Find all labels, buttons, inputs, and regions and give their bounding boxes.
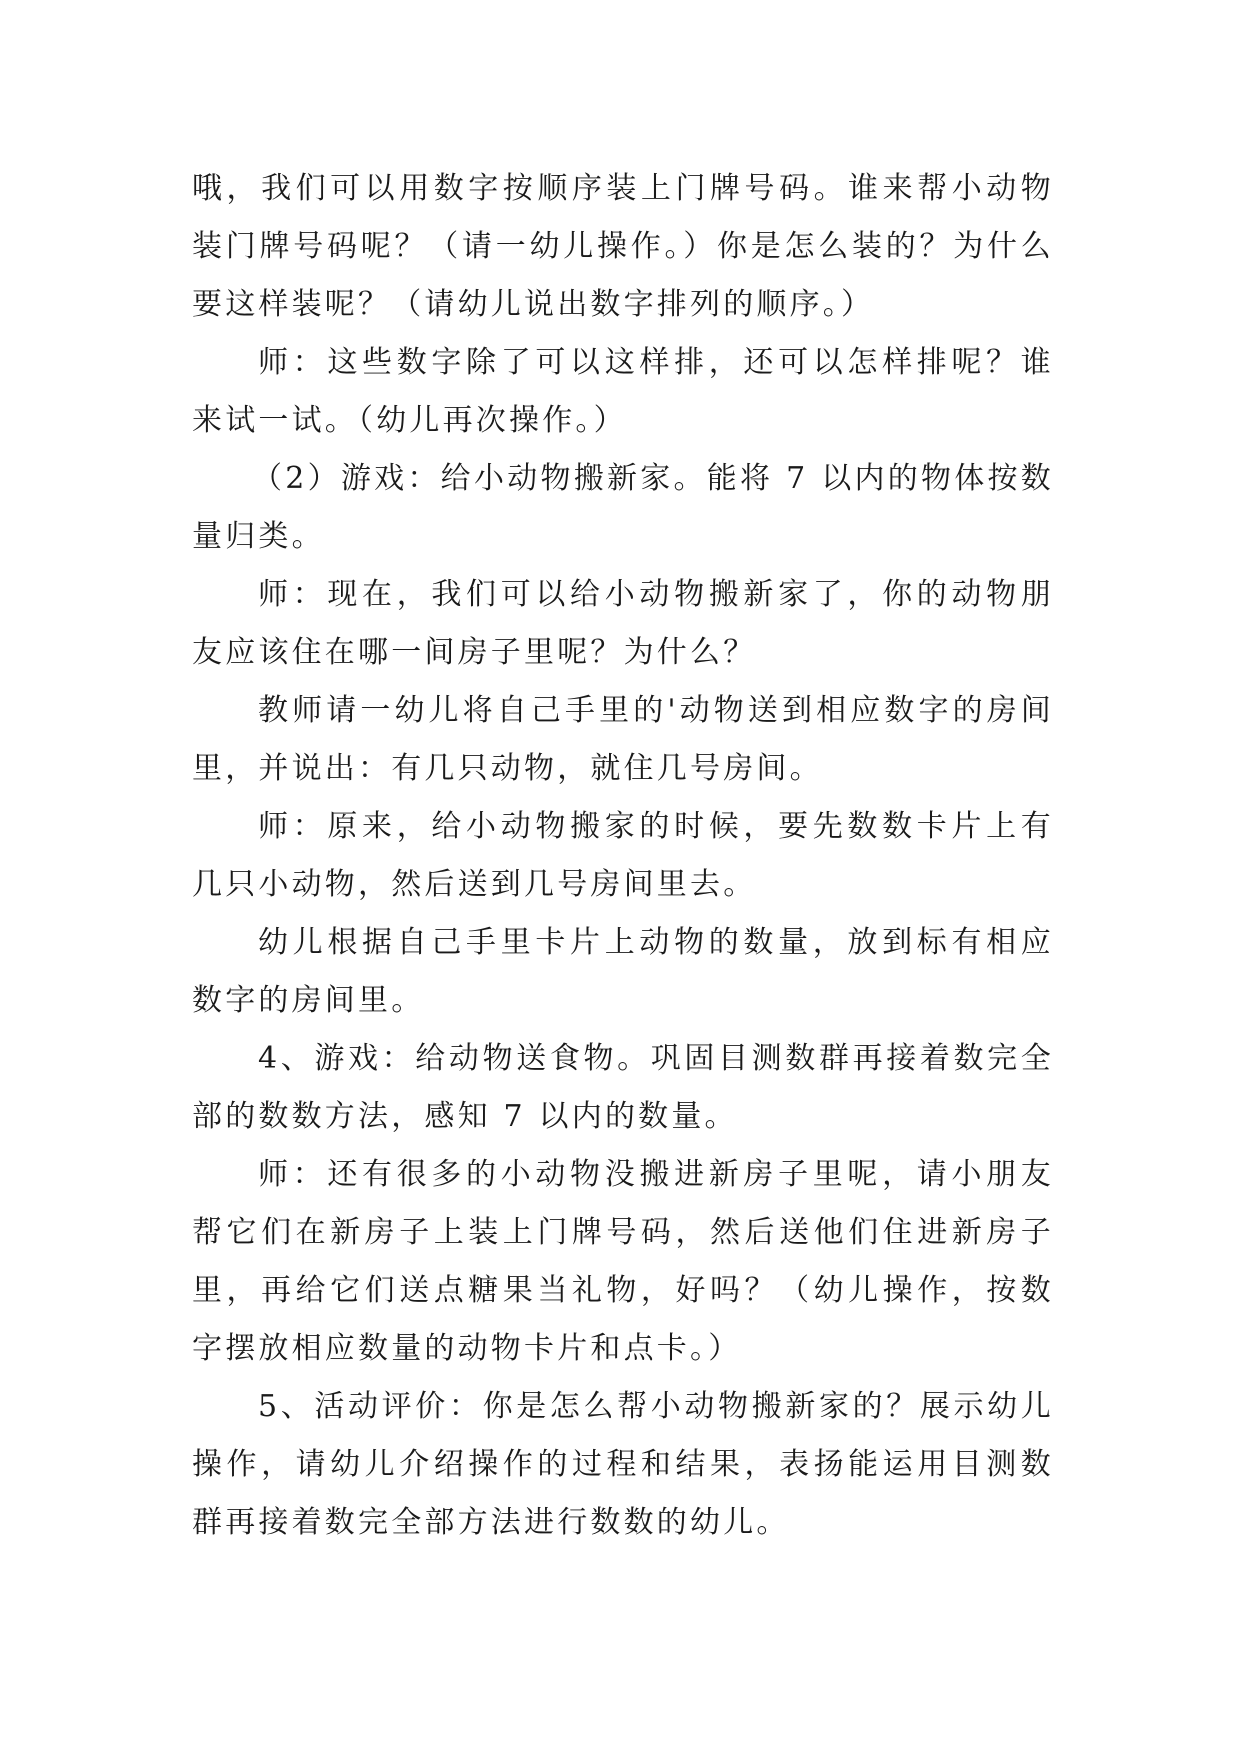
paragraph-5: 教师请一幼儿将自己手里的'动物送到相应数字的房间里，并说出：有几只动物，就住几号房间。	[192, 693, 1054, 786]
document-page	[192, 160, 1054, 1552]
paragraph-7: 幼儿根据自己手里卡片上动物的数量，放到标有相应数字的房间里。	[192, 925, 1054, 1018]
paragraph-9: 师：还有很多的小动物没搬进新房子里呢，请小朋友帮它们在新房子上装上门牌号码，然后送他们住进新房子里，再给它们送点糖果当礼物，好吗？（幼儿操作，按数字摆放相应数量的动物卡片和点卡。）	[192, 1157, 1054, 1366]
paragraph-4: 师：现在，我们可以给小动物搬新家了，你的动物朋友应该住在哪一间房子里呢？为什么？	[192, 577, 1054, 670]
paragraph-1: 哦，我们可以用数字按顺序装上门牌号码。谁来帮小动物装门牌号码呢？（请一幼儿操作。）你是怎么装的？为什么要这样装呢？（请幼儿说出数字排列的顺序。）	[192, 171, 1054, 322]
paragraph-6: 师：原来，给小动物搬家的时候，要先数数卡片上有几只小动物，然后送到几号房间里去。	[192, 809, 1054, 902]
paragraph-3: （2）游戏：给小动物搬新家。能将 7 以内的物体按数量归类。	[192, 461, 1054, 554]
paragraph-10: 5、活动评价：你是怎么帮小动物搬新家的？展示幼儿操作，请幼儿介绍操作的过程和结果，表扬能运用目测数群再接着数完全部方法进行数数的幼儿。	[192, 1389, 1054, 1540]
paragraph-8: 4、游戏：给动物送食物。巩固目测数群再接着数完全部的数数方法，感知 7 以内的数量。	[192, 1041, 1054, 1134]
paragraph-2: 师：这些数字除了可以这样排，还可以怎样排呢？谁来试一试。（幼儿再次操作。）	[192, 345, 1054, 438]
